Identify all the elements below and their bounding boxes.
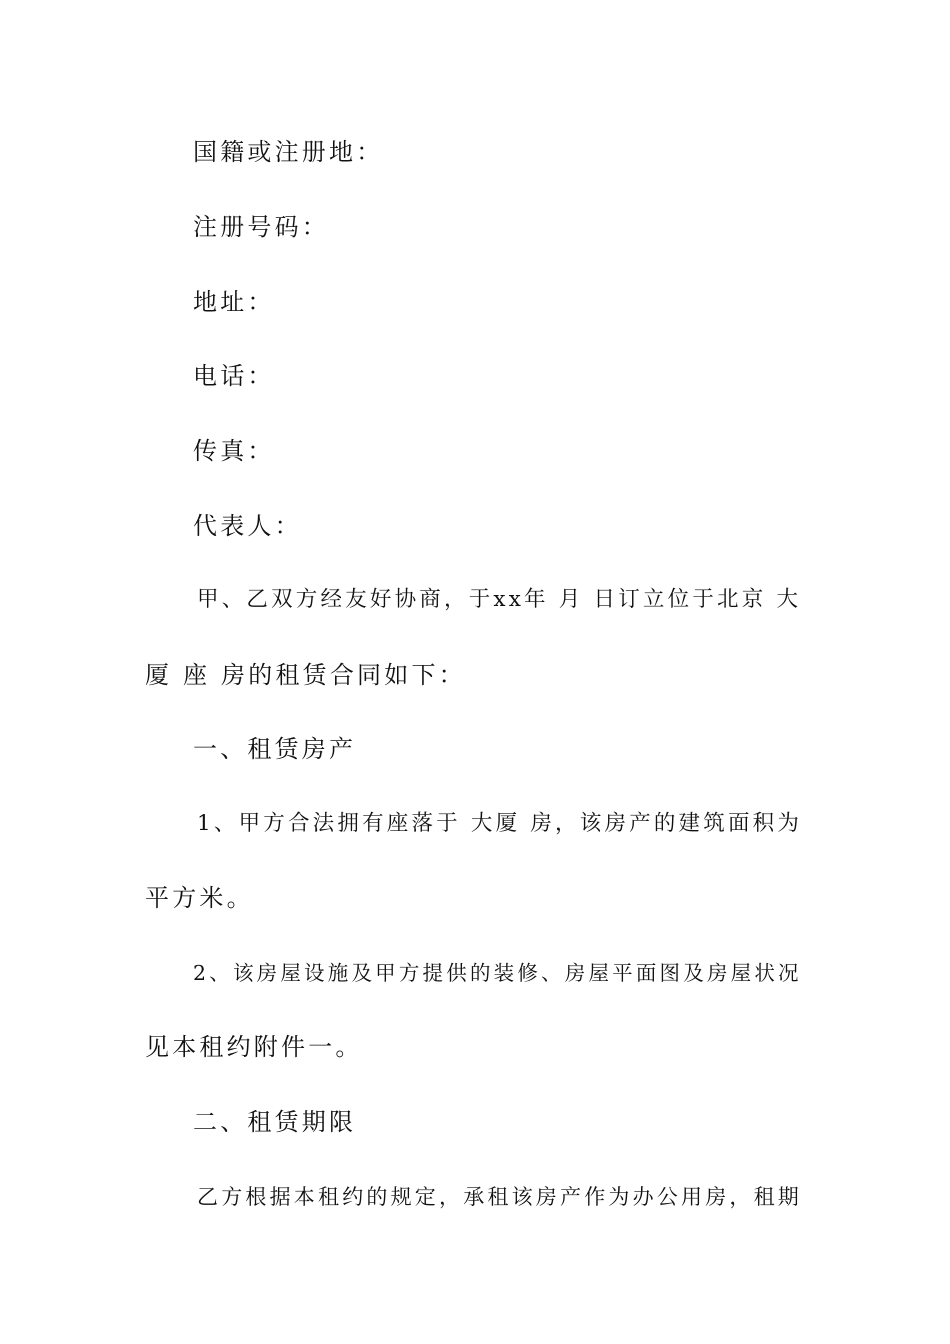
field-representative-label: 代表人： <box>193 512 302 540</box>
field-nationality-label: 国籍或注册地： <box>193 138 384 166</box>
lease-term-paragraph-line-1: 乙方根据本租约的规定，承租该房产作为办公用房，租期 <box>197 1185 802 1209</box>
clause-1-line-1: 1、甲方合法拥有座落于 大厦 房，该房产的建筑面积为 <box>197 811 803 836</box>
field-fax-label: 传真： <box>193 437 275 465</box>
field-address-label: 地址： <box>193 288 275 316</box>
section-heading-lease-term: 二、租赁期限 <box>193 1108 357 1136</box>
intro-paragraph-line-2: 厦 座 房的租赁合同如下： <box>145 661 466 689</box>
clause-2-line-2: 见本租约附件一。 <box>145 1033 363 1061</box>
field-registration-number-label: 注册号码： <box>193 213 329 241</box>
clause-1-line-2: 平方米。 <box>145 884 254 912</box>
field-phone-label: 电话： <box>193 362 275 390</box>
intro-paragraph-line-1: 甲、乙双方经友好协商，于xx年 月 日订立位于北京 大 <box>197 587 802 612</box>
clause-2-line-1: 2、该房屋设施及甲方提供的装修、房屋平面图及房屋状况 <box>193 961 802 985</box>
section-heading-lease-property: 一、租赁房产 <box>193 735 357 763</box>
